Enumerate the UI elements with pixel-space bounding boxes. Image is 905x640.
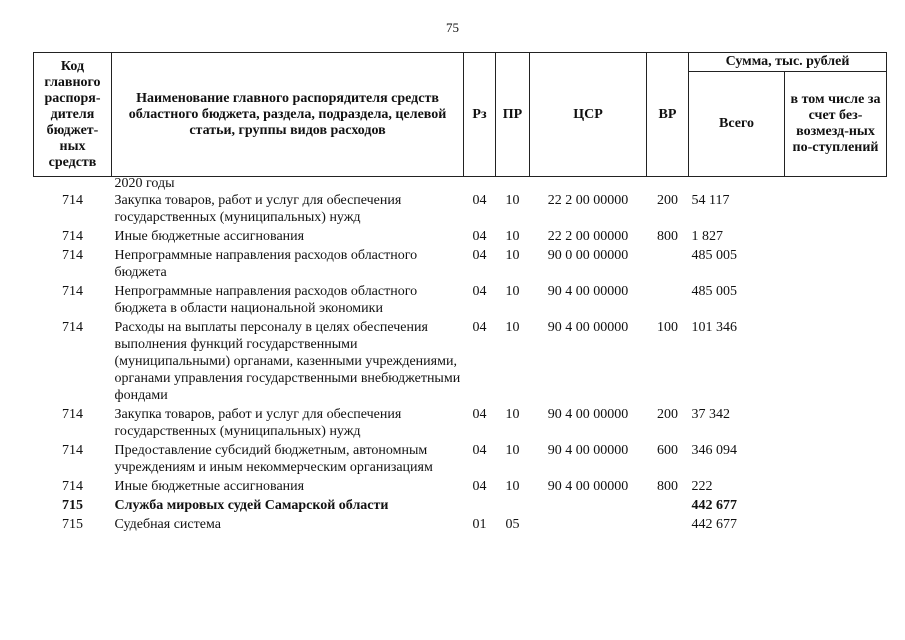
cell-name: Судебная система [114, 517, 221, 532]
table-row [34, 282, 887, 318]
cell-total: 442 677 [691, 498, 737, 513]
cell-name: Расходы на выплаты персоналу в целях обеспечения выполнения функций государственными (муниципальными) органами, казенными учреждениями, органами управления государственными внебюджетными фондами [114, 320, 461, 403]
header-csr: ЦСР [530, 53, 647, 177]
cell-csr: 90 4 00 00000 [547, 479, 629, 494]
cell-code: 714 [62, 248, 83, 263]
cell-vr [647, 282, 689, 318]
cell-incl-free [785, 227, 887, 246]
cell-pr: 10 [505, 248, 520, 263]
cell-csr: 90 4 00 00000 [547, 443, 629, 458]
cell-name: Иные бюджетные ассигнования [114, 229, 305, 244]
cell-total: 54 117 [691, 193, 730, 208]
cell-incl-free [785, 191, 887, 227]
header-code: Код главного распоря-дителя бюджет-ных средств [34, 53, 112, 177]
cell-total: 101 346 [691, 320, 737, 335]
cell-total: 1 827 [691, 229, 723, 244]
table-row [34, 246, 887, 282]
table-row [34, 318, 887, 405]
cell-incl-free [785, 496, 887, 515]
cell-incl-free [785, 318, 887, 405]
cell-vr: 100 [657, 320, 678, 335]
cell-pr: 10 [505, 407, 520, 422]
cell-incl-free [785, 405, 887, 441]
continuation-text: 2020 годы [114, 176, 175, 191]
cell-code: 714 [62, 407, 83, 422]
table-body [34, 177, 887, 535]
cell-csr: 22 2 00 00000 [547, 229, 629, 244]
cell-csr: 90 0 00 00000 [547, 248, 629, 263]
cell-total: 346 094 [691, 443, 737, 458]
cell-name: Непрограммные направления расходов областного бюджета в области национальной экономики [114, 284, 418, 316]
header-pr: ПР [496, 53, 530, 177]
cell-rz: 04 [472, 479, 487, 494]
cell-name: Служба мировых судей Самарской области [114, 498, 389, 513]
cell-csr [530, 515, 647, 534]
header-name: Наименование главного распорядителя средств областного бюджета, раздела, подраздела, целевой статьи, группы видов расходов [112, 53, 464, 177]
cell-csr [530, 496, 647, 515]
cell-name: Закупка товаров, работ и услуг для обеспечения государственных (муниципальных) нужд [114, 193, 402, 225]
table-row [34, 441, 887, 477]
cell-pr: 10 [505, 284, 520, 299]
cell-total: 442 677 [691, 517, 737, 532]
cell-vr [647, 496, 689, 515]
table-header [34, 53, 887, 177]
header-incl-free: в том числе за счет без-возмезд-ных по-ступлений [785, 72, 887, 177]
cell-code: 715 [62, 498, 83, 513]
table-row [34, 515, 887, 534]
cell-vr: 800 [657, 479, 678, 494]
cell-code: 714 [62, 193, 83, 208]
cell-pr: 10 [505, 193, 520, 208]
cell-pr: 10 [505, 229, 520, 244]
table-row [34, 477, 887, 496]
cell-rz: 04 [472, 248, 487, 263]
cell-incl-free [785, 441, 887, 477]
cell-rz: 04 [472, 229, 487, 244]
table-row [34, 496, 887, 515]
cell-total: 485 005 [691, 248, 737, 263]
cell-csr: 90 4 00 00000 [547, 320, 629, 335]
cell-csr: 22 2 00 00000 [547, 193, 629, 208]
cell-csr: 90 4 00 00000 [547, 407, 629, 422]
cell-code: 714 [62, 229, 83, 244]
cell-incl-free [785, 515, 887, 534]
cell-vr [647, 515, 689, 534]
cell-incl-free [785, 477, 887, 496]
cell-rz: 01 [472, 517, 487, 532]
cell-pr: 10 [505, 443, 520, 458]
table-row [34, 227, 887, 246]
cell-code: 714 [62, 320, 83, 335]
budget-table [33, 52, 887, 534]
cell-vr [647, 246, 689, 282]
cell-pr: 10 [505, 320, 520, 335]
header-sum-group: Сумма, тыс. рублей [689, 53, 887, 72]
cell-incl-free [785, 282, 887, 318]
cell-name: Закупка товаров, работ и услуг для обеспечения государственных (муниципальных) нужд [114, 407, 402, 439]
cell-rz: 04 [472, 284, 487, 299]
header-total: Всего [689, 72, 785, 177]
table-row [34, 405, 887, 441]
cell-rz: 04 [472, 407, 487, 422]
table-row [34, 191, 887, 227]
cell-pr [496, 496, 530, 515]
page-number: 75 [446, 20, 459, 35]
cell-csr: 90 4 00 00000 [547, 284, 629, 299]
cell-vr: 200 [657, 193, 678, 208]
cell-total: 222 [691, 479, 713, 494]
header-rz: Рз [464, 53, 496, 177]
header-vr: ВР [647, 53, 689, 177]
cell-vr: 800 [657, 229, 678, 244]
cell-rz [464, 496, 496, 515]
cell-incl-free [785, 246, 887, 282]
cell-code: 715 [62, 517, 83, 532]
cell-code: 714 [62, 479, 83, 494]
cell-pr: 10 [505, 479, 520, 494]
cell-code: 714 [62, 443, 83, 458]
cell-rz: 04 [472, 320, 487, 335]
cell-code: 714 [62, 284, 83, 299]
cell-name: Иные бюджетные ассигнования [114, 479, 305, 494]
cell-pr: 05 [505, 517, 520, 532]
cell-rz: 04 [472, 193, 487, 208]
cell-rz: 04 [472, 443, 487, 458]
cell-total: 37 342 [691, 407, 730, 422]
cell-vr: 600 [657, 443, 678, 458]
continuation-row [34, 177, 887, 192]
cell-name: Непрограммные направления расходов областного бюджета [114, 248, 418, 280]
cell-name: Предоставление субсидий бюджетным, автономным учреждениям и иным некоммерческим организациям [114, 443, 433, 475]
cell-total: 485 005 [691, 284, 737, 299]
cell-vr: 200 [657, 407, 678, 422]
